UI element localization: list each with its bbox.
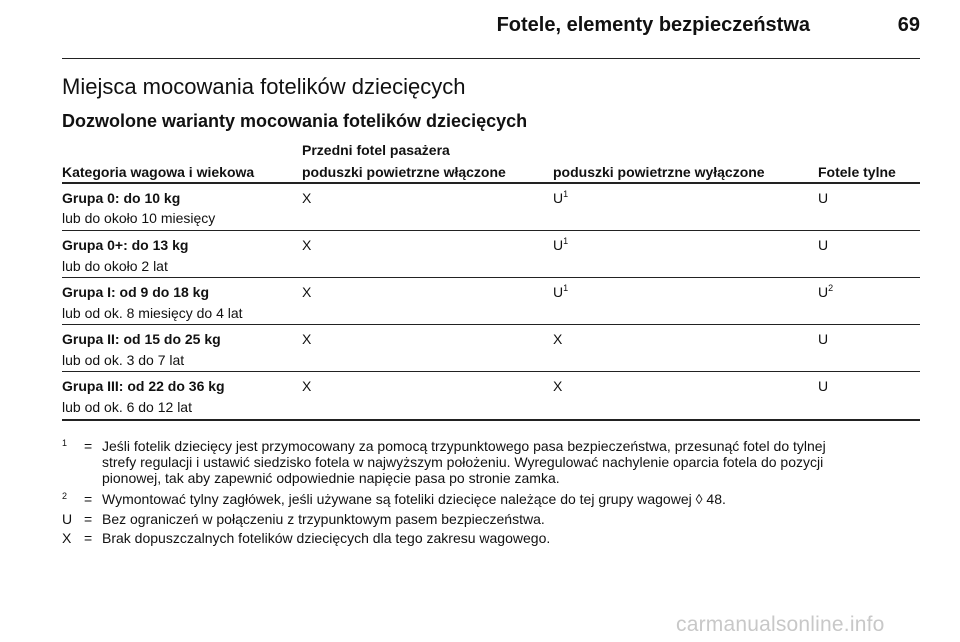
table-bottom-rule <box>62 419 920 421</box>
front-seat-group-header: Przedni fotel pasażera <box>302 142 450 158</box>
cell-rear-seats: U <box>818 237 829 253</box>
footnote-ref: 1 <box>563 283 569 293</box>
row-group-label: Grupa 0+: do 13 kg <box>62 237 189 253</box>
row-group-label: Grupa I: od 9 do 18 kg <box>62 284 210 300</box>
cell-airbag-off: X <box>553 331 563 347</box>
watermark: carmanualsonline.info <box>676 613 885 636</box>
cell-airbag-off: X <box>553 378 563 394</box>
cell-rear-seats: $U^2$ <box>818 283 834 300</box>
row-group-label: Grupa II: od 15 do 25 kg <box>62 331 221 347</box>
row-group-label: Grupa 0: do 10 kg <box>62 190 181 206</box>
row-age-label: lub do około 2 lat <box>62 258 168 274</box>
footnote-ref: 1 <box>563 189 569 199</box>
footnote-text: Wymontować tylny zagłówek, jeśli używane są foteliki dziecięce należące do tej grupy wagowej ◊ 48. <box>102 491 726 507</box>
running-header-title: Fotele, elementy bezpieczeństwa <box>496 14 810 36</box>
footnote-equals: = <box>84 438 93 454</box>
cell-rear-seats: U <box>818 331 829 347</box>
row-divider <box>62 230 920 231</box>
row-age-label: lub do około 10 miesięcy <box>62 210 216 226</box>
row-divider <box>62 277 920 278</box>
col-header-airbag-off: poduszki powietrzne wyłączone <box>553 164 765 180</box>
cell-airbag-off: $U^1$ <box>553 189 569 206</box>
row-age-label: lub od ok. 3 do 7 lat <box>62 352 185 368</box>
cell-airbag-off: $U^1$ <box>553 236 569 253</box>
footnote-text: Brak dopuszczalnych fotelików dziecięcych dla tego zakresu wagowego. <box>102 530 551 546</box>
cell-airbag-off: $U^1$ <box>553 283 569 300</box>
cell-airbag-on: X <box>302 284 312 300</box>
page-number: 69 <box>897 14 920 36</box>
cell-rear-seats: U <box>818 378 829 394</box>
footnote-key: U <box>62 511 73 527</box>
footnote-text: Jeśli fotelik dziecięcy jest przymocowany za pomocą trzypunktowego pasa bezpieczeństwa, przesunąć fotel do tylnej strefy regulacji i ustawić siedzisko fotela w najwyższym położeniu. Wyregulować nachylenie oparcia fotela do pozycji pionowej, tak aby zapewnić odpowiednie napięcie pasa po stronie zamka. <box>102 438 826 486</box>
row-divider <box>62 324 920 325</box>
cell-airbag-on: X <box>302 237 312 253</box>
cell-airbag-on: X <box>302 190 312 206</box>
row-age-label: lub od ok. 6 do 12 lat <box>62 399 192 415</box>
header-rule <box>62 58 920 59</box>
row-divider <box>62 371 920 372</box>
footnote-equals: = <box>84 530 93 546</box>
row-group-label: Grupa III: od 22 do 36 kg <box>62 378 225 394</box>
table-header-rule <box>62 182 920 184</box>
footnote-equals: = <box>84 491 93 507</box>
footnote-ref: 2 <box>828 283 834 293</box>
footnote-key: X <box>62 530 72 546</box>
footnote-equals: = <box>84 511 93 527</box>
section-title: Miejsca mocowania fotelików dziecięcych <box>62 74 466 99</box>
footnote-key: 2 <box>62 491 68 501</box>
col-header-airbag-on: poduszki powietrzne włączone <box>302 164 506 180</box>
subsection-title: Dozwolone warianty mocowania fotelików dziecięcych <box>62 111 528 131</box>
row-age-label: lub od ok. 8 miesięcy do 4 lat <box>62 305 243 321</box>
col-header-category: Kategoria wagowa i wiekowa <box>62 164 255 180</box>
cell-airbag-on: X <box>302 331 312 347</box>
col-header-rear-seats: Fotele tylne <box>818 164 896 180</box>
footnote-ref: 1 <box>563 236 569 246</box>
cell-rear-seats: U <box>818 190 829 206</box>
cell-airbag-on: X <box>302 378 312 394</box>
footnote-key: 1 <box>62 438 68 448</box>
footnote-text: Bez ograniczeń w połączeniu z trzypunktowym pasem bezpieczeństwa. <box>102 511 545 527</box>
